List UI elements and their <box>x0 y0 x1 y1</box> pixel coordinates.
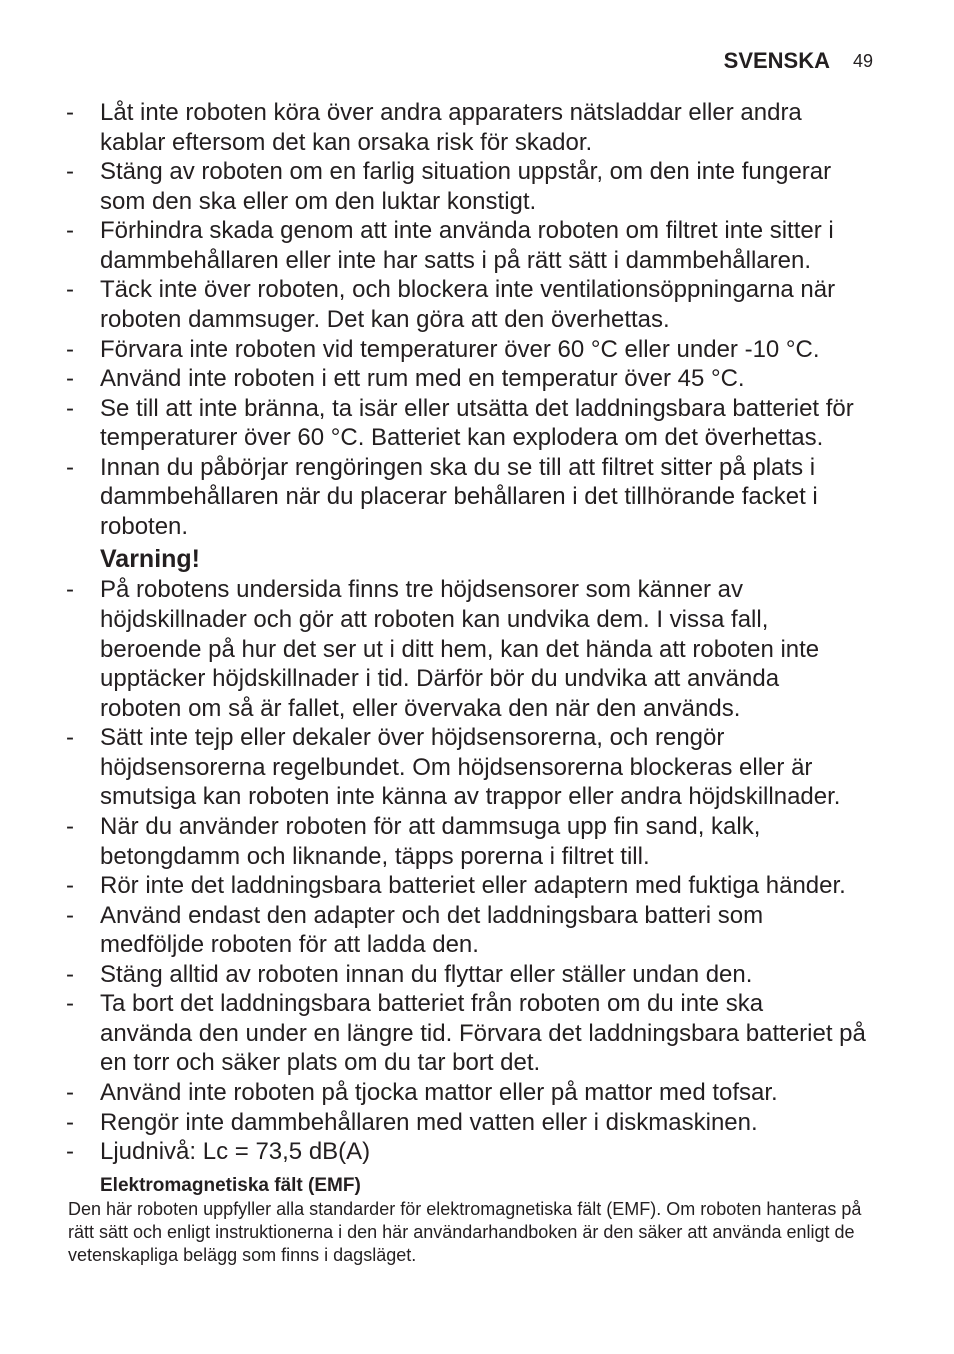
item-line: upptäcker höjdskillnader i tid. Därför bör du undvika att använda <box>100 665 780 693</box>
list-item <box>66 989 886 1078</box>
item-line: temperaturer över 60 °C. Batteriet kan explodera om det överhettas. <box>100 424 824 452</box>
item-line: Använd inte roboten i ett rum med en temperatur över 45 °C. <box>100 365 745 393</box>
bullet-dash: - <box>66 1079 74 1106</box>
item-line: Rör inte det laddningsbara batteriet eller adaptern med fuktiga händer. <box>100 872 846 900</box>
item-line: medföljde roboten för att ladda den. <box>100 931 479 959</box>
bullet-dash: - <box>66 335 74 363</box>
bullet-dash: - <box>66 872 74 900</box>
item-line: roboten om så är fallet, eller övervaka den när den används. <box>100 694 741 722</box>
warning-heading: Varning! <box>100 545 201 574</box>
bullet-dash: - <box>66 99 74 126</box>
item-line: Förvara inte roboten vid temperaturer över 60 °C eller under -10 °C. <box>100 335 820 363</box>
list-item <box>66 335 886 365</box>
emf-line: Den här roboten uppfyller alla standarder för elektromagnetiska fält (EMF). Om roboten hanteras på <box>68 1198 862 1219</box>
list-item <box>66 364 886 394</box>
item-line: betongdamm och liknande, täpps porerna i filtret till. <box>100 842 650 870</box>
list-item <box>66 723 886 812</box>
list-item <box>66 1137 886 1167</box>
bullet-dash: - <box>66 276 74 304</box>
bullet-dash: - <box>66 724 74 752</box>
item-line: Se till att inte bränna, ta isär eller utsätta det laddningsbara batteriet för <box>100 394 854 422</box>
item-line: Rengör inte dammbehållaren med vatten eller i diskmaskinen. <box>100 1108 758 1136</box>
item-line: beroende på hur det ser ut i ditt hem, kan det hända att roboten inte <box>100 635 820 663</box>
bullet-dash: - <box>66 990 74 1018</box>
item-line: När du använder roboten för att dammsuga upp fin sand, kalk, <box>100 812 761 840</box>
bullet-dash: - <box>66 394 74 422</box>
list-item <box>66 394 886 453</box>
item-line: Innan du påbörjar rengöringen ska du se till att filtret sitter på plats i <box>100 453 816 481</box>
item-line: Använd inte roboten på tjocka mattor eller på mattor med tofsar. <box>100 1079 778 1106</box>
item-line: Stäng alltid av roboten innan du flyttar eller ställer undan den. <box>100 960 753 988</box>
item-line: Ljudnivå: Lc = 73,5 dB(A) <box>100 1138 371 1166</box>
bullet-dash: - <box>66 901 74 929</box>
item-line: Låt inte roboten köra över andra apparaters nätsladdar eller andra <box>100 99 802 126</box>
item-line: Förhindra skada genom att inte använda roboten om filtret inte sitter i <box>100 217 834 245</box>
bullet-dash: - <box>66 365 74 393</box>
item-line: Sätt inte tejp eller dekaler över höjdsensorerna, och rengör <box>100 724 725 752</box>
item-line: höjdsensorerna regelbundet. Om höjdsensorerna blockeras eller är <box>100 753 813 781</box>
list-item <box>66 1078 886 1108</box>
language-label: SVENSKA <box>723 48 830 73</box>
item-line: använda den under en längre tid. Förvara det laddningsbara batteriet på <box>100 1019 866 1047</box>
item-line: Använd endast den adapter och det laddningsbara batteri som <box>100 901 764 929</box>
bullet-dash: - <box>66 812 74 840</box>
item-line: roboten. <box>100 512 189 540</box>
list-item <box>66 98 886 157</box>
list-item <box>66 216 886 275</box>
bullet-dash: - <box>66 576 74 604</box>
bullet-dash: - <box>66 1138 74 1166</box>
bullet-dash: - <box>66 960 74 988</box>
item-line: Täck inte över roboten, och blockera inte ventilationsöppningarna när <box>100 276 836 304</box>
bullet-dash: - <box>66 453 74 481</box>
bullet-dash: - <box>66 1108 74 1136</box>
bullet-dash: - <box>66 158 74 186</box>
item-line: en torr och säker plats om du tar bort det. <box>100 1049 541 1077</box>
page-number: 49 <box>853 51 874 71</box>
list-item <box>66 812 886 871</box>
item-line: smutsiga kan roboten inte känna av trappor eller andra höjdskillnader. <box>100 783 841 811</box>
list-item <box>66 157 886 216</box>
item-line: dammbehållaren när du placerar behållaren i det tillhörande facket i <box>100 483 818 511</box>
item-line: Stäng av roboten om en farlig situation uppstår, om den inte fungerar <box>100 158 832 186</box>
list-item <box>66 960 886 990</box>
item-line: På robotens undersida finns tre höjdsensorer som känner av <box>100 576 744 604</box>
list-item <box>66 453 886 542</box>
item-line: kablar eftersom det kan orsaka risk för skador. <box>100 128 593 156</box>
item-line: höjdskillnader och gör att roboten kan undvika dem. I vissa fall, <box>100 606 769 633</box>
item-line: roboten dammsuger. Det kan göra att den överhettas. <box>100 305 670 333</box>
list-item <box>66 871 886 901</box>
emf-heading: Elektromagnetiska fält (EMF) <box>100 1174 361 1196</box>
item-line: som den ska eller om den luktar konstigt. <box>100 187 537 215</box>
emf-line: vetenskapliga belägg som finns i dagsläget. <box>68 1244 417 1265</box>
safety-list <box>66 98 886 541</box>
list-item <box>66 575 886 723</box>
list-item <box>66 901 886 960</box>
bullet-dash: - <box>66 217 74 245</box>
list-item <box>66 275 886 334</box>
emf-line: rätt sätt och enligt instruktionerna i den här användarhandboken är den säker att använda enligt de <box>68 1221 855 1242</box>
item-line: dammbehållaren eller inte har satts i på rätt sätt i dammbehållaren. <box>100 246 812 274</box>
emf-paragraph <box>66 1198 886 1267</box>
list-item <box>66 1108 886 1138</box>
item-line: Ta bort det laddningsbara batteriet från roboten om du inte ska <box>100 990 764 1018</box>
warning-list <box>66 575 886 1166</box>
page-content <box>66 98 886 1267</box>
